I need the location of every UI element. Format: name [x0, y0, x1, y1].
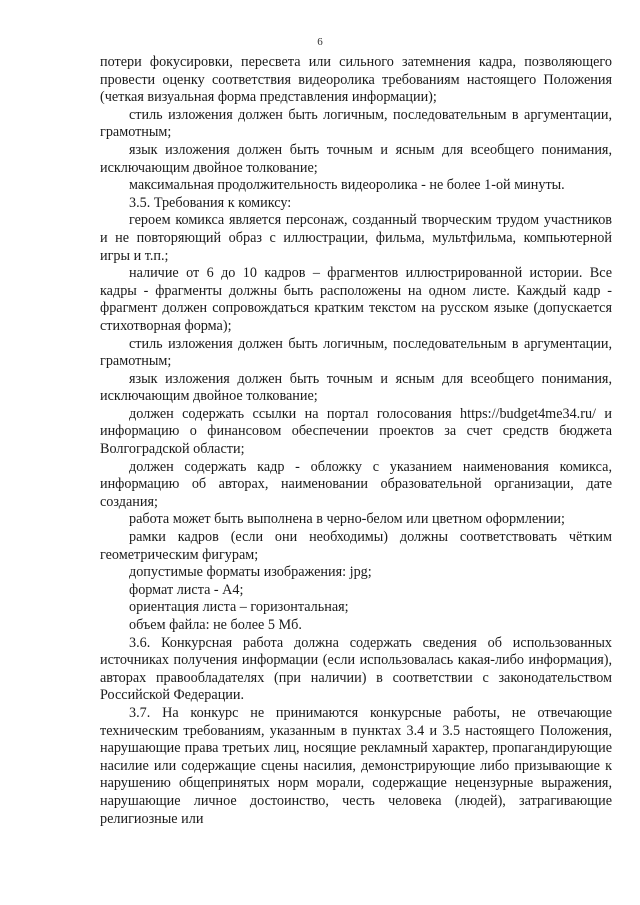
paragraph-comic-language: язык изложения должен быть точным и ясным для всеобщего понимания, исключающим двойное толкование;: [100, 370, 612, 405]
paragraph-comic-borders: рамки кадров (если они необходимы) должны соответствовать чётким геометрическим фигурам;: [100, 529, 612, 563]
paragraph-comic-links: должен содержать ссылки на портал голосования https://budget4me34.ru/ и информацию о финансовом обеспечении проектов за счет средств бюджета Волгоградской области;: [100, 405, 612, 458]
section-3-6: 3.6. Конкурсная работа должна содержать сведения об использованных источниках получения информации (если использовалась какая-либо информация), авторах правообладателях (при наличии) в соответствии с законодательством Российской Федерации.: [100, 634, 612, 704]
paragraph-comic-frames: наличие от 6 до 10 кадров – фрагментов иллюстрированной истории. Все кадры - фрагменты должны быть расположены на одном листе. Каждый кадр - фрагмент должен сопровождаться кратким текстом на русском языке (допускается стихотворная форма);: [100, 265, 612, 334]
paragraph-video-focus: потери фокусировки, пересвета или сильного затемнения кадра, позволяющего провести оценку соответствия видеоролика требованиям настоящего Положения (четкая визуальная форма представления информации);: [100, 54, 612, 106]
paragraph-video-duration: максимальная продолжительность видеоролика - не более 1-ой минуты.: [129, 177, 565, 194]
paragraph-video-style: стиль изложения должен быть логичным, последовательным в аргументации, грамотным;: [100, 106, 612, 141]
paragraph-video-language: язык изложения должен быть точным и ясным для всеобщего понимания, исключающим двойное толкование;: [100, 141, 612, 176]
paragraph-comic-sheet-format: формат листа - А4;: [129, 581, 244, 598]
paragraph-comic-formats: допустимые форматы изображения: jpg;: [129, 564, 372, 581]
page-number: 6: [317, 36, 323, 48]
document-body: [100, 54, 612, 828]
paragraph-comic-file-size: объем файла: не более 5 Мб.: [129, 617, 302, 633]
paragraph-comic-color: работа может быть выполнена в черно-белом или цветном оформлении;: [129, 511, 565, 528]
paragraph-comic-style: стиль изложения должен быть логичным, последовательным в аргументации, грамотным;: [100, 335, 612, 370]
section-heading-3-5: 3.5. Требования к комиксу:: [129, 194, 292, 211]
paragraph-comic-orientation: ориентация листа – горизонтальная;: [129, 599, 349, 616]
section-3-7: 3.7. На конкурс не принимаются конкурсные работы, не отвечающие техническим требованиям, указанным в пунктах 3.4 и 3.5 настоящего Положения, нарушающие права третьих лиц, носящие рекламный характер, пропагандирующие насилие или содержащие сцены насилия, демонстрирующие либо призывающие к нарушению общепринятых норм морали, содержащие нецензурные выражения, нарушающие личное достоинство, честь человека (людей), затрагивающие религиозные или: [100, 704, 612, 827]
paragraph-comic-cover: должен содержать кадр - обложку с указанием наименования комикса, информацию об авторах, наименовании образовательной организации, дате создания;: [100, 458, 612, 510]
paragraph-comic-hero: героем комикса является персонаж, созданный творческим трудом участников и не повторяющий образ с иллюстрации, фильма, мультфильма, компьютерной игры и т.п.;: [100, 212, 612, 264]
